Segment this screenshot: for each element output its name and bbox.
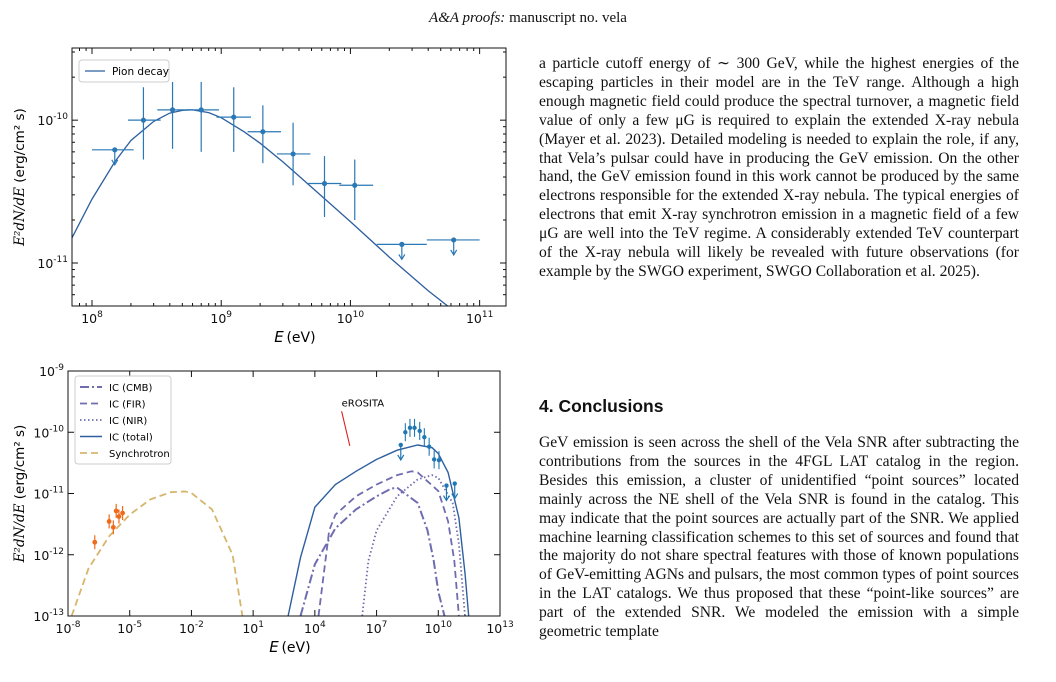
y-axis-label: E²dN/dE (erg/cm² s) — [12, 424, 28, 563]
data-point — [231, 115, 236, 120]
y-tick-label: $10^{-10}$ — [37, 112, 68, 129]
data-point — [199, 107, 204, 112]
radio-data-point — [107, 519, 112, 524]
gamma-data-point — [444, 483, 448, 487]
model-curve-ic-total- — [288, 445, 469, 616]
gamma-data-point — [453, 481, 457, 485]
pion-decay-curve — [72, 110, 460, 316]
legend-label: IC (NIR) — [109, 416, 148, 427]
gamma-data-point — [422, 435, 426, 439]
gamma-data-point — [427, 445, 431, 449]
data-point — [352, 183, 357, 188]
legend-label: IC (CMB) — [109, 383, 153, 394]
x-tick-label: $10^1$ — [242, 620, 264, 636]
plot-frame — [72, 48, 506, 306]
radio-data-point — [120, 511, 125, 516]
legend-label: IC (total) — [109, 432, 153, 444]
legend-label-pion-decay: Pion decay — [112, 66, 169, 78]
x-tick-label: $10^{11}$ — [465, 310, 494, 326]
model-curve-synchrotron — [72, 492, 243, 617]
x-tick-label: $10^{13}$ — [486, 620, 514, 636]
erosita-line — [342, 411, 350, 446]
radio-data-point — [114, 508, 119, 513]
x-tick-label: $10^{10}$ — [336, 310, 365, 326]
y-axis-label: E²dN/dE (erg/cm² s) — [12, 108, 28, 246]
x-tick-label: $10^{-2}$ — [178, 620, 204, 636]
data-point — [399, 242, 404, 247]
x-axis-unit: (eV) — [281, 640, 311, 656]
y-tick-label: $10^{-9}$ — [39, 363, 64, 379]
x-axis-label: E — [269, 638, 279, 656]
y-tick-label: $10^{-10}$ — [33, 424, 64, 441]
radio-data-point — [92, 540, 97, 545]
x-tick-label: $10^9$ — [210, 310, 233, 326]
data-point — [260, 129, 265, 134]
gamma-data-point — [412, 426, 416, 430]
data-point — [322, 181, 327, 186]
x-tick-label: $10^{-8}$ — [55, 620, 81, 636]
gamma-data-point — [437, 458, 441, 462]
gamma-data-point — [408, 426, 412, 430]
x-tick-label: $10^7$ — [365, 620, 388, 636]
y-tick-label: $10^{-11}$ — [37, 255, 68, 271]
data-point — [112, 147, 117, 152]
gamma-data-point — [432, 457, 436, 461]
data-point — [451, 237, 456, 242]
data-point — [141, 118, 146, 123]
body-paragraph-2: GeV emission is seen across the shell of the Vela SNR after subtracting the contributions from the sources in the 4FGL LAT catalog in the region. Besides this emission, a cluster of unidentified “point sources” located mainly across the NE shell of the Vela SNR is found in the catalog. This may indicate that the point sources are actually part of the SNR. We applied machine learning classification schemes to this set of sources and found that the majority do not share spectral features with those of known populations of GeV-emitting AGNs and pulsars, the most common types of point sources in the LAT catalogs. We thus proposed that these “point-like sources” are part of the extended SNR. We modeled the emission with a simple geometric template — [539, 434, 1019, 641]
journal-name: A&A proofs: — [429, 10, 506, 26]
model-curve-ic-fir- — [319, 471, 459, 616]
body-paragraph-1: a particle cutoff energy of ∼ 300 GeV, while the highest energies of the escaping particles in their model are in the TeV range. Although a high enough magnetic field could produce the spectral turnover, a magnetic field value of only a few μG is required to explain the extended X-ray nebula (Mayer et al. 2023). Detailed modeling is needed to explain the role, if any, that Vela’s pulsar could have in producing the GeV emission. On the other hand, the GeV emission found in this work cannot be produced by the same electrons responsible for the extended X-ray nebula. The typical energies of electrons that emit X-ray synchrotron emission in a magnetic field of a few μG are well into the TeV regime. A considerably extended TeV counterpart of the X-ray nebula will likely be revealed with future observations (for example by the SWGO experiment, SWGO Collaboration et al. 2025). — [539, 55, 1019, 280]
y-tick-label: $10^{-13}$ — [33, 608, 64, 624]
gamma-data-point — [399, 443, 403, 447]
legend-label: Synchrotron — [109, 449, 170, 460]
data-point — [290, 151, 295, 156]
x-tick-label: $10^{10}$ — [424, 620, 452, 636]
manuscript-label: manuscript no. vela — [509, 10, 627, 26]
radio-data-point — [117, 514, 122, 519]
model-curve-ic-cmb- — [301, 488, 445, 616]
y-tick-label: $10^{-11}$ — [33, 485, 64, 502]
radio-data-point — [111, 525, 116, 530]
chart-pion-decay — [12, 48, 506, 346]
gamma-data-point — [418, 429, 422, 433]
x-tick-label: $10^{-5}$ — [117, 620, 143, 636]
x-tick-label: $10^4$ — [304, 620, 326, 636]
erosita-label: eROSITA — [341, 398, 385, 410]
data-point — [170, 107, 175, 112]
x-tick-label: $10^8$ — [81, 310, 103, 326]
y-tick-label: $10^{-12}$ — [33, 546, 64, 563]
section-title: 4. Conclusions — [539, 396, 664, 416]
chart-sed-model — [12, 363, 514, 656]
gamma-data-point — [403, 430, 407, 434]
x-axis-label: E — [274, 328, 284, 346]
x-axis-unit: (eV) — [286, 330, 316, 346]
legend-label: IC (FIR) — [109, 399, 146, 411]
